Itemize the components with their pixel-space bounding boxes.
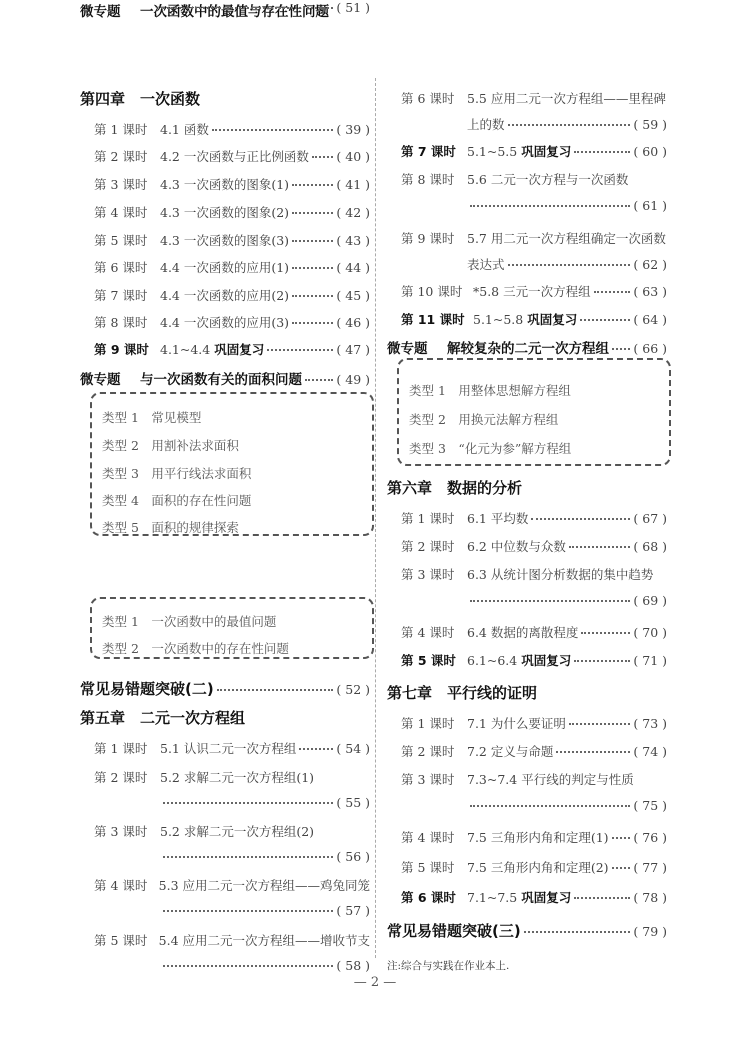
lesson-title: 5.5 应用二元一次方程组——里程碑	[467, 91, 666, 106]
lesson-label: 第 8 课时	[94, 315, 148, 330]
dot-leader	[292, 295, 333, 297]
page-ref: ( 43 )	[336, 233, 370, 248]
toc-entry-continued[interactable]	[160, 849, 370, 867]
lesson-title: 一次函数中的最值与存在性问题	[140, 4, 329, 20]
lesson-title: 4.2 一次函数与正比例函数	[160, 149, 309, 164]
lesson-label: 第 7 课时	[401, 144, 456, 159]
dot-leader	[163, 910, 333, 912]
page-ref: ( 57 )	[336, 903, 370, 918]
lesson-label: 第 1 课时	[94, 741, 148, 756]
page-ref: ( 66 )	[633, 341, 667, 356]
lesson-label: 第 2 课时	[94, 149, 148, 164]
lesson-title: 4.3 一次函数的图象(1)	[160, 177, 290, 192]
lesson-title: 6.1~6.4	[467, 653, 518, 668]
lesson-label: 第 3 课时	[401, 772, 455, 787]
lesson-label: 第 1 课时	[94, 122, 148, 137]
dot-leader	[292, 322, 333, 324]
type-item[interactable]: 类型 4 面积的存在性问题	[102, 493, 252, 508]
dot-leader	[299, 748, 333, 750]
lesson-label: 第 8 课时	[401, 172, 455, 187]
review-label: 巩固复习	[527, 312, 578, 327]
page-ref: ( 40 )	[336, 149, 370, 164]
dot-leader	[292, 184, 333, 186]
lesson-title: 5.2 求解二元一次方程组(2)	[160, 824, 315, 839]
toc-entry[interactable]	[94, 120, 370, 138]
toc-entry[interactable]	[401, 229, 667, 247]
toc-entry[interactable]	[401, 888, 667, 906]
page-ref: ( 55 )	[336, 795, 370, 810]
lesson-title: 5.1~5.5	[467, 144, 518, 159]
type-item[interactable]: 类型 1 一次函数中的最值问题	[102, 614, 277, 629]
toc-entry[interactable]	[94, 175, 370, 193]
dot-leader	[305, 379, 333, 381]
toc-entry-continued[interactable]	[160, 795, 370, 813]
dot-leader	[569, 723, 631, 725]
column-divider	[375, 78, 376, 958]
page-ref: ( 56 )	[336, 849, 370, 864]
type-item[interactable]: 类型 3 用平行线法求面积	[102, 466, 252, 481]
toc-entry[interactable]	[401, 565, 667, 583]
lesson-label: 第 1 课时	[401, 511, 455, 526]
type-item[interactable]: 类型 2 用割补法求面积	[102, 438, 239, 453]
page-ref: ( 45 )	[336, 288, 370, 303]
toc-entry[interactable]	[401, 537, 667, 555]
lesson-title: 4.4 一次函数的应用(3)	[160, 315, 290, 330]
review-label: 巩固复习	[214, 342, 265, 357]
lesson-label: 第 6 课时	[401, 91, 455, 106]
lesson-title: 与一次函数有关的面积问题	[140, 372, 302, 388]
lesson-title: 5.3 应用二元一次方程组——鸡兔同笼	[158, 878, 370, 893]
toc-entry[interactable]	[401, 170, 667, 188]
lesson-label: 第 5 课时	[401, 860, 455, 875]
lesson-title: 7.3~7.4 平行线的判定与性质	[467, 772, 634, 787]
dot-leader	[580, 319, 630, 321]
dot-leader	[581, 632, 630, 634]
toc-entry[interactable]	[94, 203, 370, 221]
dot-leader	[292, 240, 333, 242]
lesson-title: 7.2 定义与命题	[467, 744, 554, 759]
lesson-title: 5.1 认识二元一次方程组	[160, 741, 297, 756]
dot-leader	[470, 600, 630, 602]
toc-entry[interactable]	[387, 337, 667, 355]
toc-entry[interactable]	[94, 286, 370, 304]
toc-entry[interactable]	[401, 714, 667, 732]
toc-entry-continued[interactable]	[467, 198, 667, 216]
lesson-label: 第 4 课时	[94, 205, 148, 220]
review-label: 巩固复习	[521, 890, 572, 905]
lesson-title: 5.1~5.8	[473, 312, 524, 327]
chapter-heading: 第六章 数据的分析	[387, 479, 523, 497]
lesson-title: 7.5 三角形内角和定理(2)	[467, 860, 609, 875]
page-ref: ( 44 )	[336, 260, 370, 275]
page-ref: ( 54 )	[336, 741, 370, 756]
toc-entry[interactable]	[401, 142, 667, 160]
lesson-label: 第 5 课时	[94, 933, 148, 948]
lesson-label: 第 5 课时	[401, 653, 456, 668]
chapter-heading: 第七章 平行线的证明	[387, 684, 538, 702]
section-title: 常见易错题突破(三)	[387, 922, 521, 940]
dot-leader	[163, 856, 333, 858]
page-ref: ( 70 )	[633, 625, 667, 640]
dot-leader	[212, 129, 334, 131]
dot-leader	[508, 264, 631, 266]
lesson-label: 第 11 课时	[401, 312, 465, 327]
footnote: 注:综合与实践在作业本上.	[387, 960, 510, 972]
lesson-label: 第 3 课时	[94, 177, 148, 192]
dot-leader	[612, 837, 631, 839]
toc-entry[interactable]	[401, 770, 667, 788]
dot-leader	[574, 660, 630, 662]
lesson-title: 7.1~7.5	[467, 890, 518, 905]
dot-leader	[163, 802, 333, 804]
type-item[interactable]: 类型 1 用整体思想解方程组	[409, 383, 571, 398]
page-ref: ( 52 )	[336, 682, 370, 697]
lesson-label: 微专题	[387, 341, 428, 357]
toc-entry[interactable]	[94, 313, 370, 331]
page-ref: ( 46 )	[336, 315, 370, 330]
dot-leader	[470, 805, 630, 807]
lesson-title: *5.8 三元一次方程组	[473, 284, 591, 299]
dot-leader	[163, 965, 333, 967]
lesson-title: 4.4 一次函数的应用(2)	[160, 288, 290, 303]
chapter-heading: 第四章 一次函数	[80, 90, 201, 108]
dot-leader	[612, 867, 631, 869]
page-ref: ( 51 )	[336, 0, 370, 15]
toc-entry-continued[interactable]	[467, 115, 667, 133]
toc-entry[interactable]	[94, 822, 370, 840]
toc-entry-continued[interactable]	[160, 0, 370, 18]
page-ref: ( 75 )	[633, 798, 667, 813]
toc-entry[interactable]	[401, 282, 667, 300]
review-label: 巩固复习	[521, 144, 572, 159]
toc-entry-continued[interactable]	[160, 903, 370, 921]
lesson-label: 第 2 课时	[401, 539, 455, 554]
lesson-label: 第 1 课时	[401, 716, 455, 731]
page-ref: ( 73 )	[633, 716, 667, 731]
lesson-title: 7.1 为什么要证明	[467, 716, 566, 731]
page-ref: ( 79 )	[633, 924, 667, 939]
page-ref: ( 74 )	[633, 744, 667, 759]
toc-entry[interactable]	[94, 231, 370, 249]
page-ref: ( 68 )	[633, 539, 667, 554]
toc-entry[interactable]	[401, 742, 667, 760]
dot-leader	[312, 156, 334, 158]
dot-leader	[612, 348, 630, 350]
toc-entry[interactable]	[94, 876, 370, 894]
toc-entry[interactable]	[94, 147, 370, 165]
page-ref: ( 61 )	[633, 198, 667, 213]
lesson-title: 6.3 从统计图分析数据的集中趋势	[467, 567, 654, 582]
lesson-label: 第 4 课时	[401, 625, 455, 640]
dot-leader	[470, 205, 630, 207]
toc-entry[interactable]	[401, 858, 667, 876]
lesson-title: 6.4 数据的离散程度	[467, 625, 579, 640]
dot-leader	[569, 546, 631, 548]
lesson-title-continued: 上的数	[467, 117, 505, 132]
type-item[interactable]: 类型 2 用换元法解方程组	[409, 412, 559, 427]
lesson-label: 第 2 课时	[94, 770, 148, 785]
toc-entry[interactable]	[94, 258, 370, 276]
lesson-label: 第 2 课时	[401, 744, 455, 759]
page-ref: ( 71 )	[633, 653, 667, 668]
lesson-label: 第 10 课时	[401, 284, 463, 299]
lesson-label: 第 9 课时	[401, 231, 455, 246]
lesson-label: 第 9 课时	[94, 342, 149, 357]
lesson-label: 第 6 课时	[401, 890, 456, 905]
lesson-label: 第 7 课时	[94, 288, 148, 303]
type-item[interactable]: 类型 5 面积的规律探索	[102, 520, 239, 535]
page-ref: ( 63 )	[633, 284, 667, 299]
toc-entry[interactable]	[401, 623, 667, 641]
lesson-title: 解较复杂的二元一次方程组	[447, 341, 609, 357]
lesson-title: 5.2 求解二元一次方程组(1)	[160, 770, 315, 785]
toc-entry[interactable]	[94, 739, 370, 757]
section-title: 常见易错题突破(二)	[80, 680, 214, 698]
toc-entry[interactable]	[94, 340, 370, 358]
lesson-label: 第 3 课时	[401, 567, 455, 582]
lesson-title: 4.1~4.4	[160, 342, 211, 357]
toc-entry-continued[interactable]	[467, 798, 667, 816]
page-ref: ( 39 )	[336, 122, 370, 137]
dot-leader	[594, 291, 631, 293]
page-ref: ( 62 )	[633, 257, 667, 272]
page-ref: ( 76 )	[633, 830, 667, 845]
type-item[interactable]: 类型 1 常见模型	[102, 410, 202, 425]
dot-leader	[574, 151, 630, 153]
page-ref: ( 41 )	[336, 177, 370, 192]
lesson-label: 第 4 课时	[94, 878, 148, 893]
page-ref: ( 59 )	[633, 117, 667, 132]
lesson-title: 6.1 平均数	[467, 511, 529, 526]
page-ref: ( 67 )	[633, 511, 667, 526]
lesson-title: 6.2 中位数与众数	[467, 539, 566, 554]
toc-entry[interactable]	[80, 368, 370, 386]
page-ref: ( 64 )	[633, 312, 667, 327]
lesson-title: 7.5 三角形内角和定理(1)	[467, 830, 609, 845]
lesson-title: 4.3 一次函数的图象(2)	[160, 205, 290, 220]
lesson-title: 5.6 二元一次方程与一次函数	[467, 172, 629, 187]
dot-leader	[508, 124, 631, 126]
dot-leader	[292, 212, 333, 214]
section-entry[interactable]	[387, 920, 667, 941]
chapter-heading: 第五章 二元一次方程组	[80, 709, 246, 727]
lesson-label: 微专题	[80, 4, 121, 20]
page-ref: ( 78 )	[633, 890, 667, 905]
toc-entry[interactable]	[94, 768, 370, 786]
dot-leader	[524, 931, 631, 933]
toc-entry[interactable]	[401, 509, 667, 527]
lesson-label: 第 3 课时	[94, 824, 148, 839]
dot-leader	[574, 897, 630, 899]
toc-entry-continued[interactable]	[160, 958, 370, 976]
lesson-label: 第 6 课时	[94, 260, 148, 275]
lesson-title: 5.7 用二元一次方程组确定一次函数	[467, 231, 666, 246]
page-ref: ( 60 )	[633, 144, 667, 159]
dot-leader	[531, 518, 630, 520]
lesson-label: 第 5 课时	[94, 233, 148, 248]
toc-entry-continued[interactable]	[467, 593, 667, 611]
toc-entry[interactable]	[401, 89, 667, 107]
page-ref: ( 58 )	[336, 958, 370, 973]
page-ref: ( 77 )	[633, 860, 667, 875]
lesson-title: 4.1 函数	[160, 122, 209, 137]
page-ref: ( 69 )	[633, 593, 667, 608]
lesson-title: 4.3 一次函数的图象(3)	[160, 233, 290, 248]
toc-entry[interactable]	[401, 310, 667, 328]
toc-entry[interactable]	[94, 931, 370, 949]
review-label: 巩固复习	[521, 653, 572, 668]
type-item[interactable]: 类型 3 “化元为参”解方程组	[409, 441, 572, 456]
lesson-title-continued: 表达式	[467, 257, 505, 272]
section-entry[interactable]	[80, 678, 370, 699]
toc-entry[interactable]	[401, 828, 667, 846]
dot-leader	[267, 349, 333, 351]
page-number: — 2 —	[353, 975, 397, 990]
dot-leader	[163, 7, 333, 9]
page-ref: ( 47 )	[336, 342, 370, 357]
toc-entry[interactable]	[401, 651, 667, 669]
page-ref: ( 49 )	[336, 372, 370, 387]
dot-leader	[217, 689, 334, 691]
page-ref: ( 42 )	[336, 205, 370, 220]
dot-leader	[292, 267, 333, 269]
lesson-title: 4.4 一次函数的应用(1)	[160, 260, 290, 275]
dot-leader	[556, 751, 630, 753]
lesson-label: 微专题	[80, 372, 121, 388]
type-item[interactable]: 类型 2 一次函数中的存在性问题	[102, 641, 289, 656]
toc-entry-continued[interactable]	[467, 255, 667, 273]
lesson-title: 5.4 应用二元一次方程组——增收节支	[158, 933, 370, 948]
lesson-label: 第 4 课时	[401, 830, 455, 845]
